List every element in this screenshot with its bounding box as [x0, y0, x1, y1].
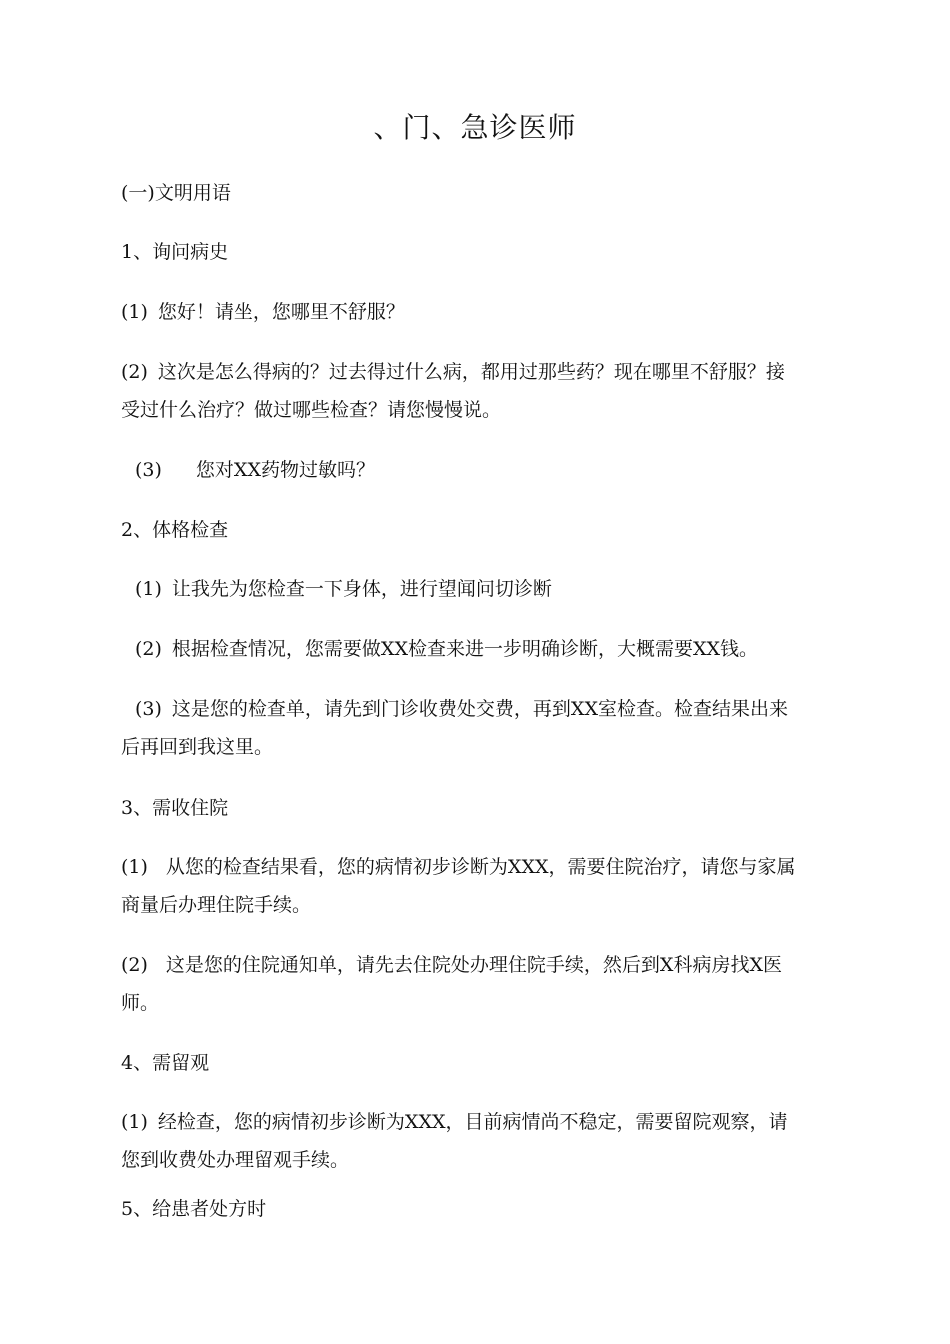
- paragraph-1-3: [135, 451, 847, 489]
- item-text: 这是您的检查单，请先到门诊收费处交费，再到XX室检查。检查结果出来: [171, 698, 788, 720]
- item-text: 根据检查情况，您需要做XX检查来进一步明确诊断，大概需要XX钱。: [171, 638, 759, 660]
- item-number: (2): [121, 954, 148, 976]
- paragraph-4-1-line-2: 您到收费处办理留观手续。: [121, 1149, 350, 1171]
- paragraph-3-1-line-2: 商量后办理住院手续。: [121, 894, 312, 916]
- item-text: 您好！请坐，您哪里不舒服？: [157, 301, 405, 323]
- subsection-heading-2: 2、体格检查: [121, 519, 229, 541]
- item-text: 让我先为您检查一下身体，进行望闻问切诊断: [171, 578, 552, 600]
- item-text: 您对XX药物过敏吗？: [195, 459, 375, 481]
- subsection-heading-3: 3、需收住院: [121, 797, 229, 819]
- paragraph-3-2-line-2: 师。: [121, 992, 160, 1014]
- item-number: (2): [135, 638, 162, 660]
- section-heading: (一)文明用语: [121, 182, 231, 204]
- item-number: (2): [121, 361, 148, 383]
- paragraph-2-1: [135, 570, 847, 608]
- page-title: 、门、急诊医师: [373, 111, 577, 144]
- item-number: (1): [135, 578, 162, 600]
- item-text: 从您的检查结果看，您的病情初步诊断为XXX，需要住院治疗，请您与家属: [165, 856, 796, 878]
- paragraph-2-2: [135, 630, 847, 668]
- paragraph-1-2-line-1: [121, 353, 833, 391]
- item-text: 经检查，您的病情初步诊断为XXX，目前病情尚不稳定，需要留院观察，请: [157, 1111, 788, 1133]
- item-number: (1): [121, 301, 148, 323]
- subsection-heading-4: 4、需留观: [121, 1052, 210, 1074]
- paragraph-1-1: [121, 293, 833, 331]
- paragraph-2-3-line-1: [135, 690, 847, 728]
- item-number: (3): [135, 459, 162, 481]
- item-text: 这次是怎么得病的？过去得过什么病，都用过那些药？现在哪里不舒服？接: [157, 361, 785, 383]
- paragraph-2-3-line-2: 后再回到我这里。: [121, 736, 274, 758]
- item-number: (3): [135, 698, 162, 720]
- paragraph-4-1-line-1: [121, 1103, 833, 1141]
- subsection-heading-1: 1、询问病史: [121, 241, 229, 263]
- paragraph-3-2-line-1: [121, 946, 833, 984]
- subsection-heading-5: 5、给患者处方时: [121, 1198, 267, 1220]
- item-text: 这是您的住院通知单，请先去住院处办理住院手续，然后到X科病房找X医: [165, 954, 782, 976]
- paragraph-1-2-line-2: 受过什么治疗？做过哪些检查？请您慢慢说。: [121, 399, 502, 421]
- item-number: (1): [121, 1111, 148, 1133]
- paragraph-3-1-line-1: [121, 848, 833, 886]
- item-number: (1): [121, 856, 148, 878]
